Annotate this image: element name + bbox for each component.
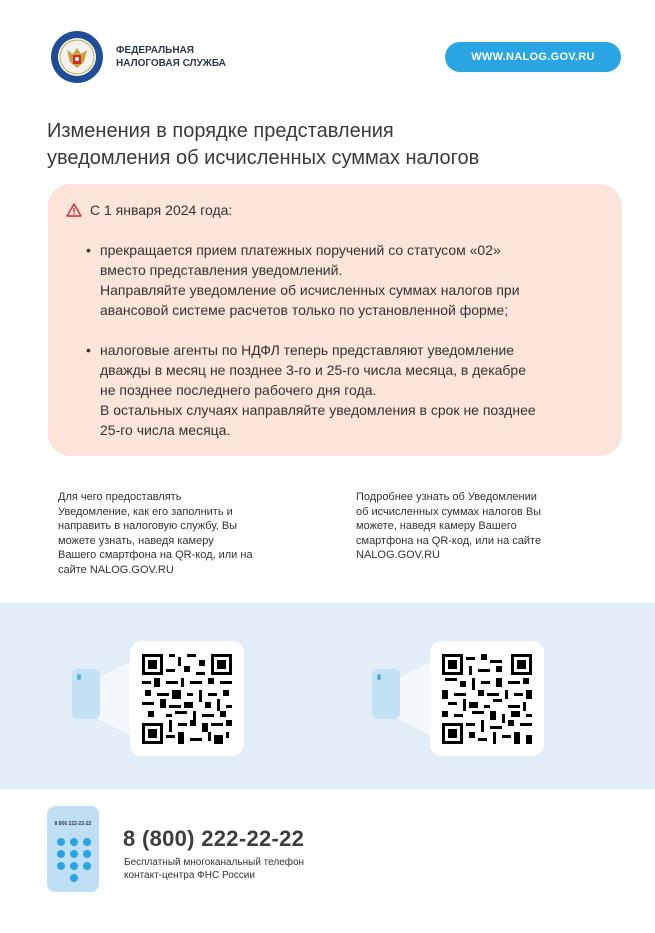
notice-box <box>48 184 622 456</box>
smartphone-icon <box>72 669 100 719</box>
bullet2-line3: не позднее последнего рабочего дня года. <box>100 382 377 398</box>
org-name-line2: НАЛОГОВАЯ СЛУЖБА <box>116 58 226 69</box>
info-right-line4: смартфона на QR-код, или на сайте <box>356 534 542 547</box>
qr-code-icon <box>142 654 232 744</box>
info-left <box>58 490 253 577</box>
fns-emblem-icon <box>50 30 104 84</box>
info-left-line1: Для чего предоставлять <box>58 491 182 503</box>
info-right-line2: об исчисленных суммах налогов Вы <box>356 505 542 518</box>
smartphone-icon <box>372 669 400 719</box>
title-line2: уведомления об исчисленных суммах налогов <box>47 147 480 169</box>
notice-heading <box>66 202 232 218</box>
hotline-description <box>124 856 304 882</box>
qr-group-right <box>372 641 552 756</box>
info-left-line3: направить в налоговую службу, Вы <box>58 520 238 532</box>
info-right-line3: можете, наведя камеру Вашего <box>356 520 517 532</box>
hotline-desc-line1: Бесплатный многоканальный телефон <box>124 857 305 868</box>
info-right <box>356 490 541 563</box>
bullet1-line1: прекращается прием платежных поручений со статусом «02» <box>100 242 501 258</box>
warning-icon <box>66 203 82 217</box>
qr-section <box>0 603 655 789</box>
org-name-line1: ФЕДЕРАЛЬНАЯ <box>116 45 194 56</box>
hotline-desc-line2: контакт-центра ФНС России <box>124 870 255 881</box>
qr-code-right[interactable] <box>430 641 544 756</box>
bullet2-line2: дважды в месяц не позднее 3-го и 25-го числа месяца, в декабре <box>100 362 527 378</box>
info-left-line4: можете узнать, наведя камеру <box>58 534 214 547</box>
notice-bullet-1 <box>86 240 520 320</box>
phone-screen-number: 8 800 222-22-22 <box>54 821 92 827</box>
page-title <box>47 118 607 172</box>
bullet1-line3: Направляйте уведомление об исчисленных суммах налогов при <box>100 282 520 298</box>
org-name <box>116 44 226 70</box>
info-right-line5: NALOG.GOV.RU <box>356 549 440 561</box>
notice-heading-text: С 1 января 2024 года: <box>90 202 233 218</box>
hotline-phone-icon <box>47 806 99 892</box>
bullet-dot: • <box>86 242 91 258</box>
keypad-icon <box>57 838 91 882</box>
title-line1: Изменения в порядке представления <box>47 120 394 142</box>
hotline-number[interactable]: 8 (800) 222-22-22 <box>123 826 305 851</box>
qr-group-left <box>72 641 252 756</box>
bullet1-line4: авансовой системе расчетов только по установленной форме; <box>100 302 509 318</box>
info-left-line6: сайте NALOG.GOV.RU <box>58 563 174 576</box>
bullet2-line1: налоговые агенты по НДФЛ теперь представляют уведомление <box>100 342 515 358</box>
notice-bullet-2 <box>86 340 536 440</box>
website-button[interactable]: WWW.NALOG.GOV.RU <box>445 42 621 72</box>
bullet2-line5: 25-го числа месяца. <box>100 422 231 438</box>
info-right-line1: Подробнее узнать об Уведомлении <box>356 491 537 503</box>
bullet-dot: • <box>86 342 91 358</box>
bullet1-line2: вместо представления уведомлений. <box>100 262 343 278</box>
info-left-line5: Вашего смартфона на QR-код, или на <box>58 549 253 561</box>
qr-code-left[interactable] <box>130 641 244 756</box>
qr-code-icon <box>442 654 532 744</box>
info-left-line2: Уведомление, как его заполнить и <box>58 505 233 518</box>
bullet2-line4: В остальных случаях направляйте уведомления в срок не позднее <box>100 402 536 418</box>
